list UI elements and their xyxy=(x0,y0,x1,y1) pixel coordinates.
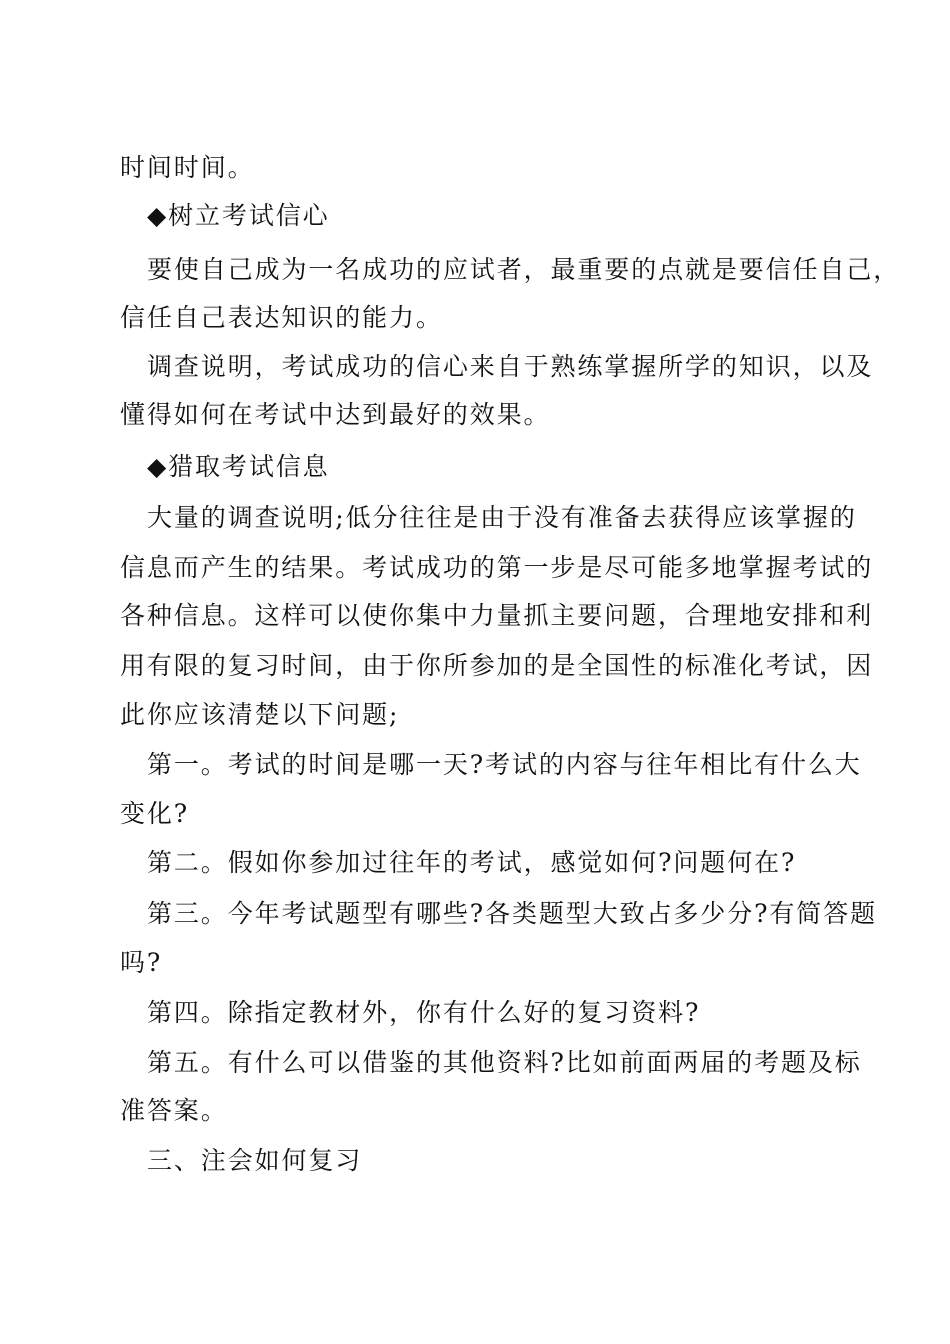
list-item-fourth: 第四。除指定教材外，你有什么好的复习资料? xyxy=(147,998,701,1027)
section-heading-review: 三、注会如何复习 xyxy=(147,1146,363,1175)
text-line: 大量的调查说明;低分往往是由于没有准备去获得应该掌握的 xyxy=(147,503,857,532)
text-line: 各种信息。这样可以使你集中力量抓主要问题，合理地安排和利 xyxy=(120,601,874,630)
text-line: 准答案。 xyxy=(120,1096,228,1125)
text-line: 变化? xyxy=(120,799,190,828)
section-heading-information: ◆猎取考试信息 xyxy=(147,452,330,481)
text-line: 用有限的复习时间，由于你所参加的是全国性的标准化考试，因 xyxy=(120,651,874,680)
text-line: 时间时间。 xyxy=(120,153,255,182)
list-item-third: 第三。今年考试题型有哪些?各类题型大致占多少分?有简答题 xyxy=(147,899,878,928)
text-line: 吗? xyxy=(120,948,163,977)
section-heading-confidence: ◆树立考试信心 xyxy=(147,201,330,230)
list-item-fifth: 第五。有什么可以借鉴的其他资料?比如前面两届的考题及标 xyxy=(147,1048,862,1077)
text-line: 懂得如何在考试中达到最好的效果。 xyxy=(120,400,551,429)
text-line: 此你应该清楚以下问题; xyxy=(120,700,400,729)
list-item-second: 第二。假如你参加过往年的考试，感觉如何?问题何在? xyxy=(147,848,797,877)
list-item-first: 第一。考试的时间是哪一天?考试的内容与往年相比有什么大 xyxy=(147,750,862,779)
text-line: 信息而产生的结果。考试成功的第一步是尽可能多地掌握考试的 xyxy=(120,553,874,582)
text-line: 要使自己成为一名成功的应试者，最重要的点就是要信任自己， xyxy=(147,255,901,284)
text-line: 信任自己表达知识的能力。 xyxy=(120,303,443,332)
text-line: 调查说明，考试成功的信心来自于熟练掌握所学的知识，以及 xyxy=(147,352,874,381)
